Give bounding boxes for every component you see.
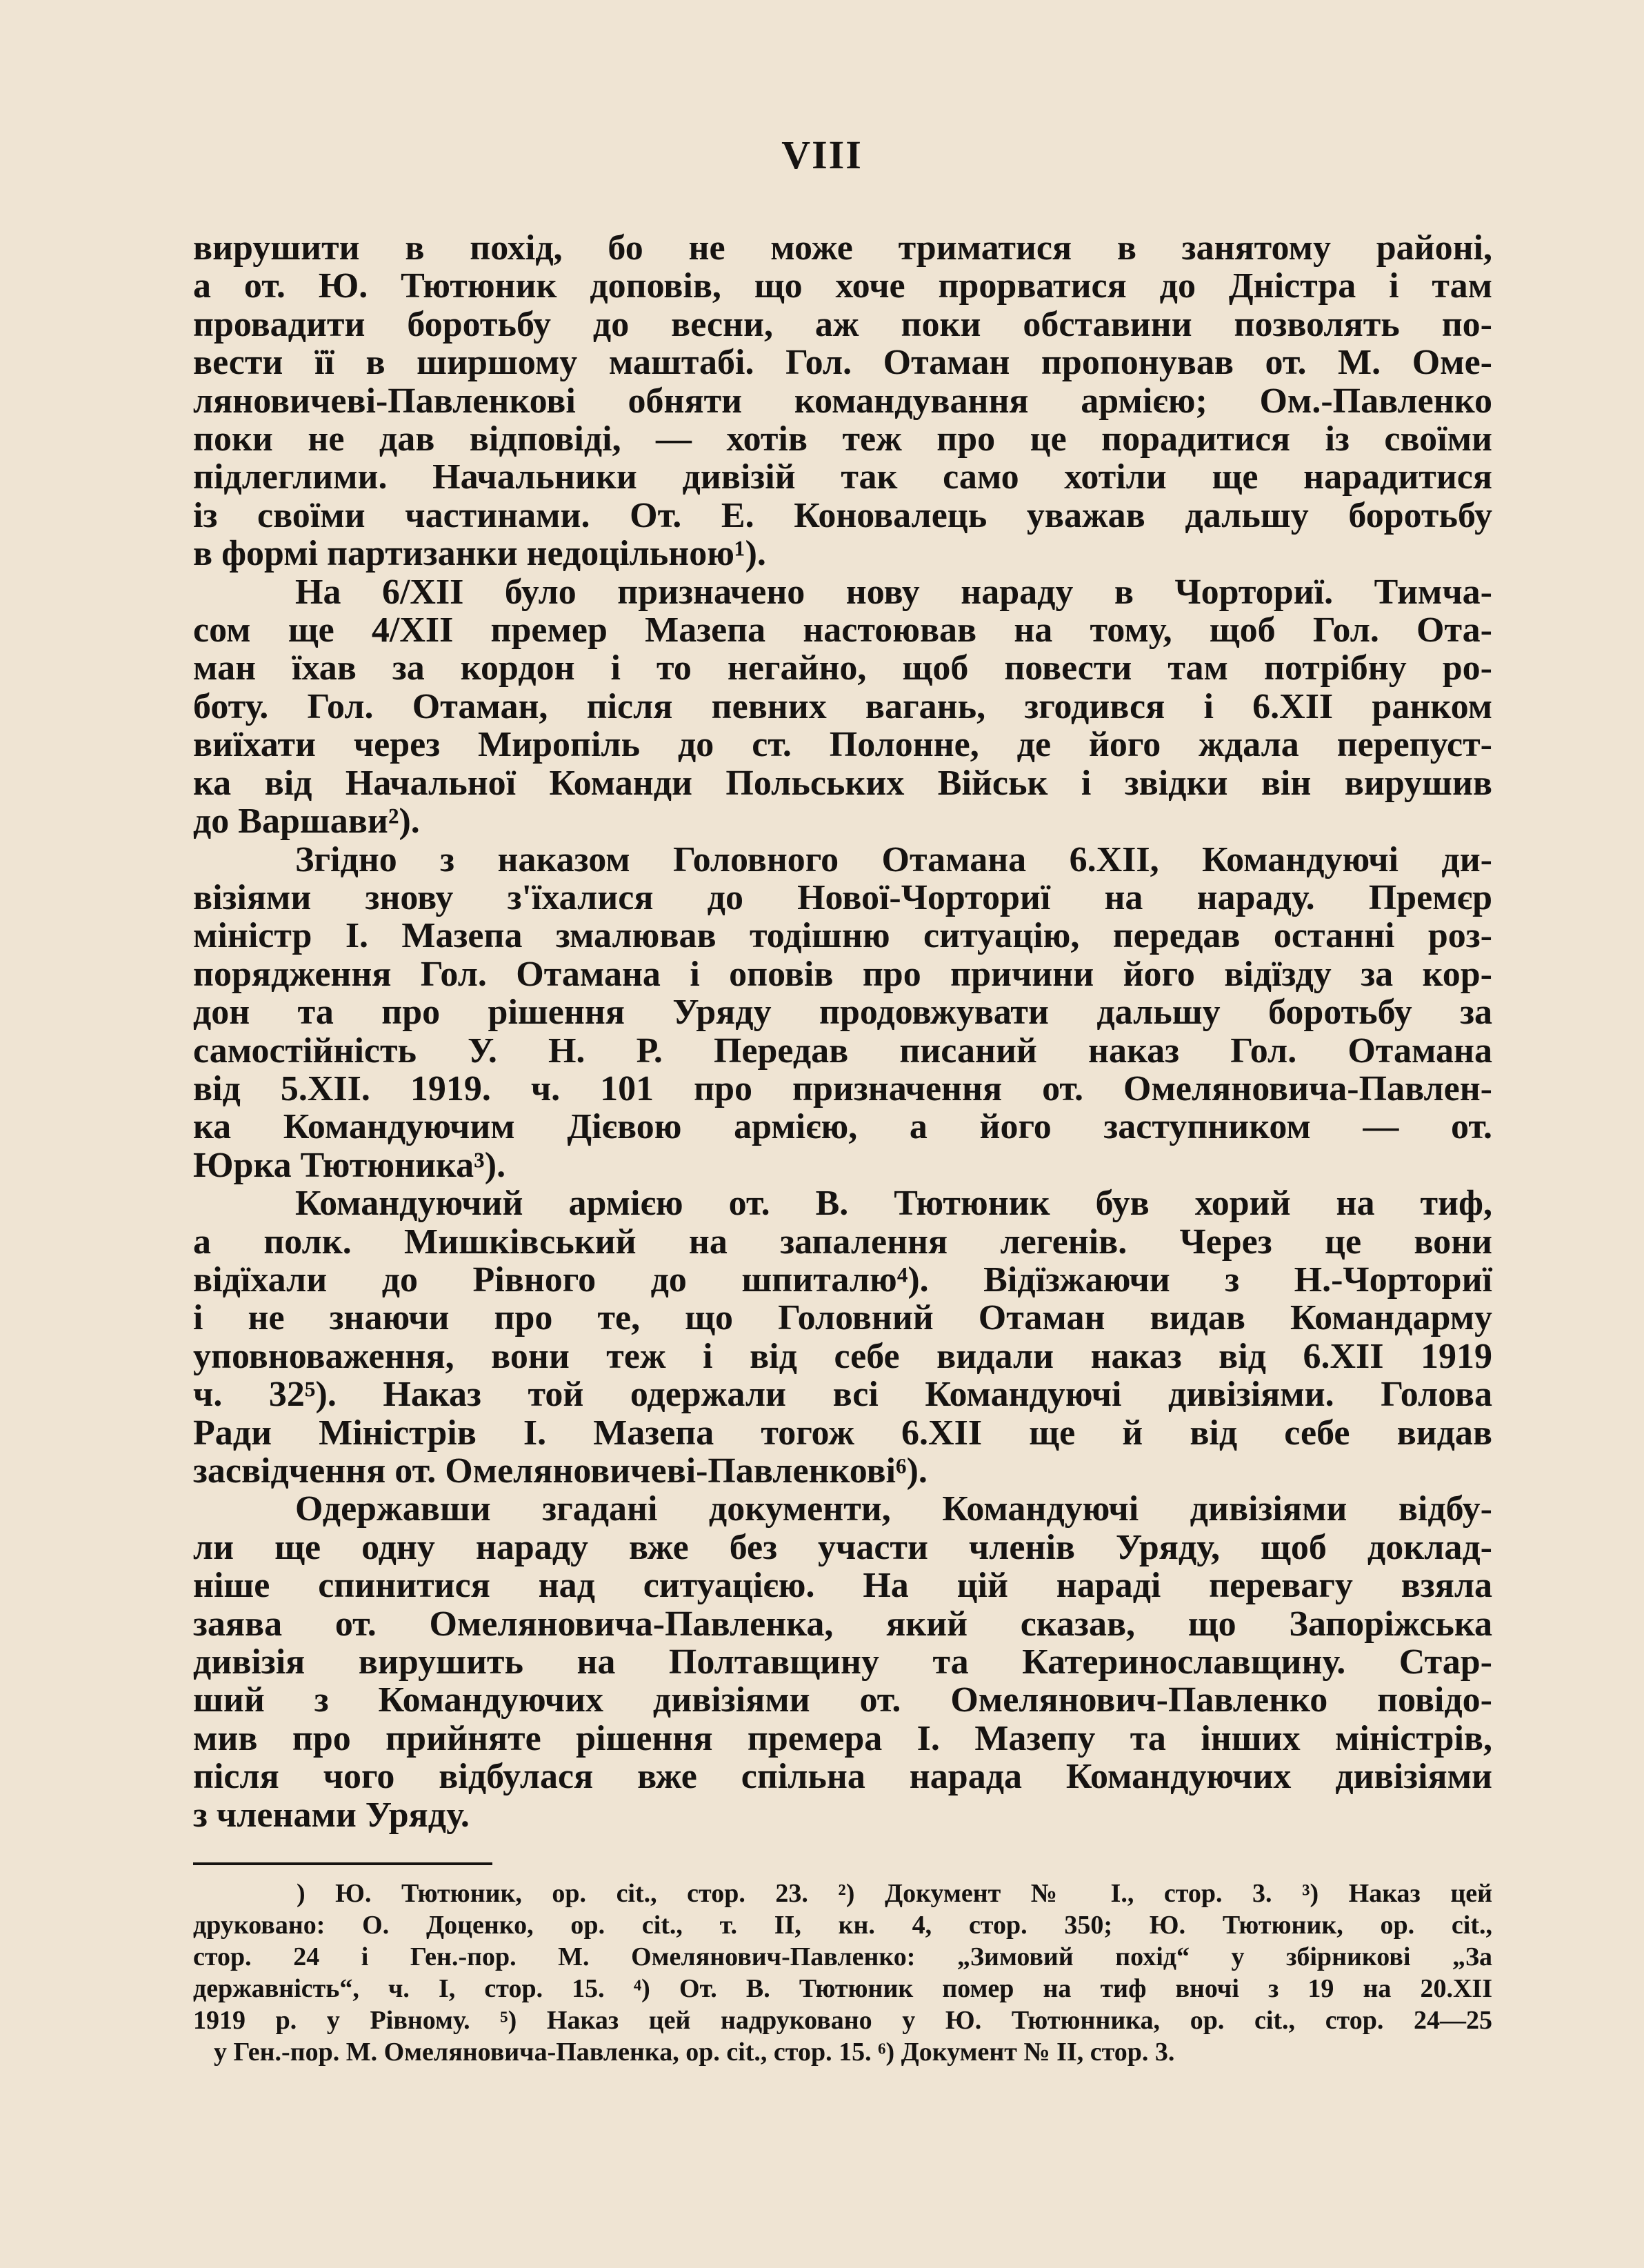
paragraph-2 bbox=[193, 573, 1492, 841]
text-line: Юрка Тютюника³). bbox=[193, 1145, 506, 1185]
text-line: а от. Ю. Тютюник доповів, що хоче прорватися до Дністра і там bbox=[193, 266, 1492, 306]
text-line: засвідчення от. Омеляновичеві-Павленкові⁶). bbox=[193, 1451, 928, 1491]
footnote-line: ) Ю. Тютюник, op. cit., стор. 23. ²) Документ № I., стор. 3. ³) Наказ цей bbox=[297, 1879, 1492, 1908]
text-line: візіями знову з'їхалися до Нової-Чорториї на нараду. Премєр bbox=[193, 877, 1492, 917]
text-line: до Варшави²). bbox=[193, 802, 420, 842]
paragraph-5 bbox=[193, 1490, 1492, 1834]
text-line: На 6/XII було призначено нову нараду в Чорториї. Тимча- bbox=[295, 572, 1492, 612]
text-line: в формі партизанки недоцільною¹). bbox=[193, 534, 766, 574]
text-line: ляновичеві-Павленкові обняти командування армією; Ом.-Павленко bbox=[193, 381, 1492, 421]
text-line: мив про прийняте рішення премера І. Мазепу та інших міністрів, bbox=[193, 1718, 1492, 1758]
text-line: вирушити в похід, бо не може триматися в занятому районі, bbox=[193, 228, 1492, 268]
text-line: поки не дав відповіді, — хотів теж про це порадитися із своїми bbox=[193, 419, 1492, 459]
text-line: і не знаючи про те, що Головний Отаман видав Командарму bbox=[193, 1298, 1492, 1338]
footnote-line: друковано: О. Доценко, op. cit., т. II, кн. 4, стор. 350; Ю. Тютюник, op. cit., bbox=[193, 1911, 1492, 1940]
text-line: самостійність У. Н. Р. Передав писаний наказ Гол. Отамана bbox=[193, 1031, 1492, 1071]
footnote-line: у Ген.-пор. М. Омеляновича-Павленка, op. cit., стор. 15. ⁶) Документ № II, стор. 3. bbox=[214, 2038, 1175, 2067]
text-line: дон та про рішення Уряду продовжувати дальшу боротьбу за bbox=[193, 993, 1492, 1033]
footnote-line: стор. 24 і Ген.-пор. М. Омелянович-Павленко: „Зимовий похід“ у збірникові „За bbox=[193, 1942, 1492, 1971]
footnote-divider bbox=[193, 1862, 492, 1865]
body-text bbox=[193, 229, 1492, 1834]
footnotes bbox=[193, 1878, 1492, 2068]
text-line: від 5.XII. 1919. ч. 101 про призначення от. Омеляновича-Павлен- bbox=[193, 1068, 1492, 1108]
text-line: із своїми частинами. От. Е. Коновалець уважав дальшу боротьбу bbox=[193, 495, 1492, 535]
text-line: Командуючий армією от. В. Тютюник був хорий на тиф, bbox=[295, 1184, 1492, 1224]
text-line: підлеглими. Начальники дивізій так само хотіли ще нарадитися bbox=[193, 457, 1492, 497]
text-line: після чого відбулася вже спільна нарада Командуючих дивізіями bbox=[193, 1757, 1492, 1797]
text-line: ніше спинитися над ситуацією. На цій нараді перевагу взяла bbox=[193, 1566, 1492, 1606]
text-line: порядження Гол. Отамана і оповів про причини його відїзду за кор- bbox=[193, 954, 1492, 994]
paragraph-4 bbox=[193, 1184, 1492, 1490]
text-line: вести її в ширшому маштабі. Гол. Отаман пропонував от. М. Оме- bbox=[193, 343, 1492, 383]
footnote-line: державність“, ч. I, стор. 15. ⁴) От. В. Тютюник помер на тиф вночі з 19 на 20.XII bbox=[193, 1974, 1492, 2003]
text-line: Ради Міністрів І. Мазепа тогож 6.XII ще й від себе видав bbox=[193, 1413, 1492, 1453]
page-number: VIII bbox=[781, 132, 863, 177]
text-line: провадити боротьбу до весни, аж поки обставини позволять по- bbox=[193, 304, 1492, 344]
text-line: боту. Гол. Отаман, після певних вагань, згодився і 6.XII ранком bbox=[193, 686, 1492, 726]
paragraph-3 bbox=[193, 841, 1492, 1185]
text-line: ч. 32⁵). Наказ той одержали всі Командуючі дивізіями. Голова bbox=[193, 1375, 1492, 1415]
text-line: заява от. Омеляновича-Павленка, який сказав, що Запоріжська bbox=[193, 1604, 1492, 1644]
text-line: ший з Командуючих дивізіями от. Омелянович-Павленко повідо- bbox=[193, 1680, 1492, 1720]
text-line: виїхати через Миропіль до ст. Полонне, де його ждала перепуст- bbox=[193, 725, 1492, 765]
paragraph-1 bbox=[193, 229, 1492, 573]
text-line: уповноваження, вони теж і від себе видали наказ від 6.XII 1919 bbox=[193, 1336, 1492, 1376]
text-line: ка від Начальної Команди Польських Військ і звідки він вирушив bbox=[193, 763, 1492, 803]
text-line: з членами Уряду. bbox=[193, 1795, 470, 1835]
text-line: ман їхав за кордон і то негайно, щоб повести там потрібну ро- bbox=[193, 648, 1492, 688]
text-line: ли ще одну нараду вже без участи членів Уряду, щоб доклад- bbox=[193, 1527, 1492, 1567]
footnote-line: 1919 р. у Рівному. ⁵) Наказ цей надруковано у Ю. Тютюнника, op. cit., стор. 24—25 bbox=[193, 2006, 1493, 2035]
text-line: міністр І. Мазепа змалював тодішню ситуацію, передав останні роз- bbox=[193, 916, 1492, 956]
text-line: дивізія вирушить на Полтавщину та Катеринославщину. Стар- bbox=[193, 1642, 1492, 1682]
text-line: відїхали до Рівного до шпиталю⁴). Відїзжаючи з Н.-Чорториї bbox=[193, 1260, 1492, 1300]
text-line: сом ще 4/XII премер Мазепа настоював на тому, щоб Гол. Ота- bbox=[193, 610, 1492, 650]
text-line: а полк. Мишківський на запалення легенів. Через це вони bbox=[193, 1222, 1492, 1262]
text-line: Згідно з наказом Головного Отамана 6.XII, Командуючі ди- bbox=[295, 839, 1492, 879]
text-line: ка Командуючим Дієвою армією, а його заступником — от. bbox=[193, 1107, 1492, 1147]
text-line: Одержавши згадані документи, Командуючі дивізіями відбу- bbox=[295, 1489, 1492, 1529]
